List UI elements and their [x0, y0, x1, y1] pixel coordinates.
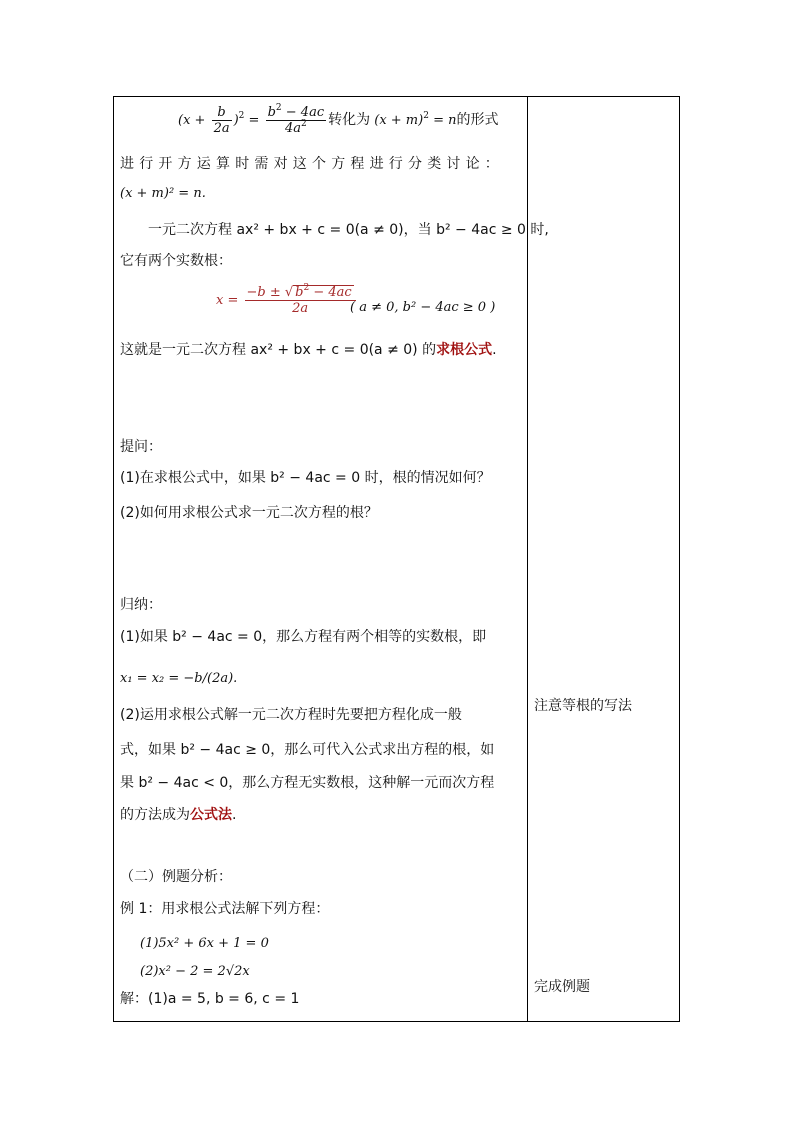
summary-point-2-line-2: 式，如果 b² − 4ac ≥ 0，那么可代入公式求出方程的根，如 — [120, 742, 495, 758]
notes-column — [534, 97, 674, 1021]
convert-text: 转化为 — [328, 112, 371, 128]
completed-square-equation: (x + $\frac{b}{2a}$ )$^2$ = $\frac{b^2 - 4ac}{4a^2}$ — [178, 103, 325, 136]
method-prefix: 的方法成为 — [120, 807, 190, 823]
summary-heading: 归纳： — [120, 597, 162, 613]
theorem-line — [148, 221, 549, 239]
summary-point-2-line-4 — [120, 806, 236, 824]
examples-section-heading: （二）例题分析： — [120, 869, 232, 885]
lesson-table — [113, 96, 680, 1022]
questions-heading: 提问： — [120, 439, 162, 455]
summary-point-1: (1)如果 b² − 4ac = 0，那么方程有两个相等的实数根，即 — [120, 629, 487, 645]
term-root-formula: 求根公式 — [436, 342, 493, 358]
content-column — [120, 97, 549, 1021]
term-formula-method: 公式法 — [190, 807, 232, 823]
has-two-roots: 它有两个实数根： — [120, 253, 232, 269]
this-is-formula-line — [120, 341, 497, 359]
formula-conditions: ( a ≠ 0, b² − 4ac ≥ 0 ) — [350, 300, 496, 315]
example-1-prompt: 例 1：用求根公式法解下列方程： — [120, 901, 330, 917]
summary-point-2-line-3: 果 b² − 4ac < 0，那么方程无实数根，这种解一元而次方程 — [120, 775, 495, 791]
shape-text: 的形式 — [456, 112, 499, 128]
note-complete-examples: 完成例题 — [534, 979, 590, 995]
method-period: . — [232, 807, 237, 823]
example-equation-1: (1)5x² + 6x + 1 = 0 — [140, 936, 269, 951]
quadratic-formula-line — [216, 285, 358, 316]
theorem-when: 一元二次方程 ax² + bx + c = 0(a ≠ 0)，当 b² − 4ac ≥ 0 时, — [148, 222, 549, 238]
example-equation-2: (2)x² − 2 = 2√2x — [140, 964, 250, 979]
discuss-line: 进行开方运算时需对这个方程进行分类讨论： — [120, 156, 504, 172]
question-1: (1)在求根公式中，如果 b² − 4ac = 0 时，根的情况如何？ — [120, 470, 491, 486]
completed-square-line — [178, 105, 498, 136]
quadratic-formula: x = $\frac{-b \pm √ b^2 - 4ac}{2a}$ — [216, 293, 358, 308]
solution-line: 解：(1)a = 5, b = 6, c = 1 — [120, 991, 300, 1007]
summary-point-2-line-1: (2)运用求根公式解一元二次方程时先要把方程化成一般 — [120, 707, 462, 723]
term-period: . — [492, 342, 497, 358]
equal-roots-formula: x₁ = x₂ = −b/(2a). — [120, 671, 238, 686]
note-equal-roots: 注意等根的写法 — [534, 698, 632, 714]
question-2: (2)如何用求根公式求一元二次方程的根？ — [120, 505, 378, 521]
this-is-text: 这就是一元二次方程 ax² + bx + c = 0(a ≠ 0) 的 — [120, 342, 437, 358]
target-form: $(x + m)^2 = n$ — [370, 111, 457, 128]
form-equation: (x + m)² = n. — [120, 186, 206, 201]
